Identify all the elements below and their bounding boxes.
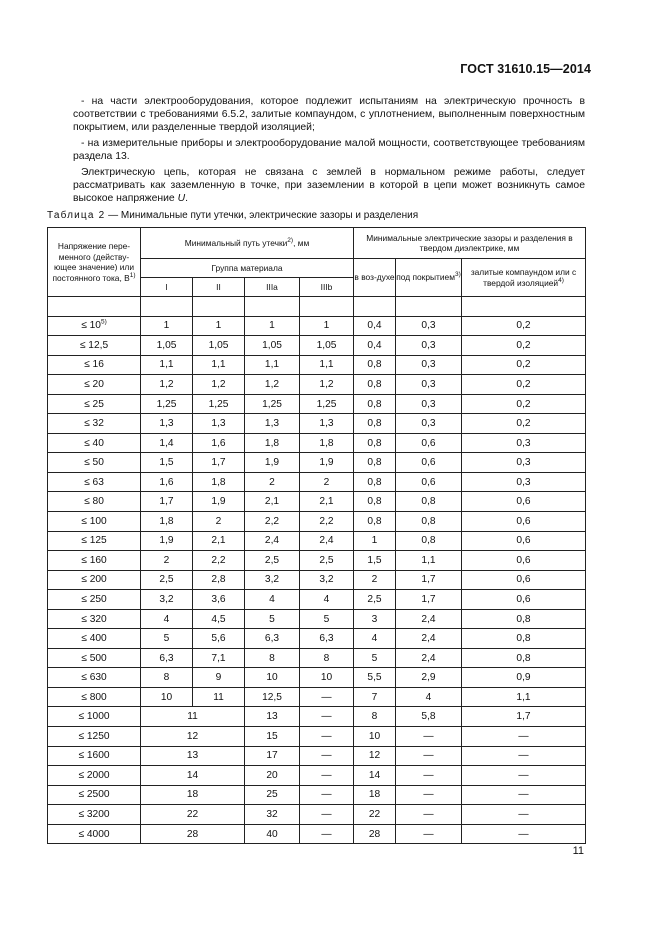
- cell-group-i: 1,2: [141, 375, 193, 395]
- cell-compound: 0,2: [462, 414, 586, 434]
- cell-group-i-ii: 22: [141, 805, 245, 825]
- table-row: [48, 531, 586, 551]
- cell-air: 0,8: [354, 375, 396, 395]
- cell-voltage: ≤ 50: [48, 453, 141, 473]
- cell-voltage: ≤ 320: [48, 609, 141, 629]
- cell-group-i: 1,1: [141, 355, 193, 375]
- cell-group-iiib: 2,1: [300, 492, 354, 512]
- cell-group-iiib: 1,9: [300, 453, 354, 473]
- table-row: [48, 707, 586, 727]
- cell-voltage: ≤ 630: [48, 668, 141, 688]
- cell-group-iiia: 13: [245, 707, 300, 727]
- cell-compound: 0,2: [462, 316, 586, 336]
- cell-compound: 0,3: [462, 433, 586, 453]
- cell-coating: —: [396, 746, 462, 766]
- cell-group-ii: 4,5: [193, 609, 245, 629]
- cell-group-iiia: 1,8: [245, 433, 300, 453]
- cell-group-ii: 1,05: [193, 336, 245, 356]
- cell-group-ii: 2,1: [193, 531, 245, 551]
- cell-group-i: 1,5: [141, 453, 193, 473]
- body-text: [73, 95, 585, 208]
- cell-coating: 0,8: [396, 512, 462, 532]
- cell-group-iiia: 20: [245, 766, 300, 786]
- cell-voltage: ≤ 250: [48, 590, 141, 610]
- cell-coating: 1,1: [396, 551, 462, 571]
- cell-air: 1: [354, 531, 396, 551]
- cell-group-i: 1,6: [141, 472, 193, 492]
- cell-air: 3: [354, 609, 396, 629]
- paragraph: Электрическую цепь, которая не связана с землей в нормальном режиме работы, следует рассматривать как заземленную в точке, при заземлении в которой в цепи может возникнуть самое высокое напряжение U.: [73, 167, 585, 205]
- cell-group-i: 2,5: [141, 570, 193, 590]
- cell-compound: 0,3: [462, 453, 586, 473]
- cell-air: 0,4: [354, 336, 396, 356]
- cell-compound: —: [462, 805, 586, 825]
- cell-group-i-ii: 12: [141, 727, 245, 747]
- table-row: [48, 727, 586, 747]
- cell-coating: —: [396, 805, 462, 825]
- cell-air: 1,5: [354, 551, 396, 571]
- cell-voltage: ≤ 100: [48, 512, 141, 532]
- cell-group-iiia: 8: [245, 648, 300, 668]
- cell-group-iiib: 4: [300, 590, 354, 610]
- cell-group-i: 1: [141, 316, 193, 336]
- cell-group-iiib: 3,2: [300, 570, 354, 590]
- cell-group-i: 1,05: [141, 336, 193, 356]
- cell-voltage: ≤ 1250: [48, 727, 141, 747]
- cell-group-iiib: 1,25: [300, 394, 354, 414]
- cell-air: 0,8: [354, 355, 396, 375]
- table-row: [48, 414, 586, 434]
- cell-compound: 0,6: [462, 551, 586, 571]
- table-row: [48, 590, 586, 610]
- header-creepage: Минимальный путь утечки$^{2)}$, мм: [141, 228, 354, 259]
- cell-group-iiib: —: [300, 707, 354, 727]
- cell-group-iiia: 4: [245, 590, 300, 610]
- cell-group-iiia: 1,1: [245, 355, 300, 375]
- cell-group-iiia: 3,2: [245, 570, 300, 590]
- cell-group-ii: 1,25: [193, 394, 245, 414]
- cell-group-i: 8: [141, 668, 193, 688]
- cell-group-ii: 2: [193, 512, 245, 532]
- header-clearance: Минимальные электрические зазоры и разделения в твердом диэлектрике, мм: [354, 228, 586, 259]
- variable-u: U: [177, 193, 186, 205]
- cell-air: 5: [354, 648, 396, 668]
- cell-compound: 0,6: [462, 531, 586, 551]
- cell-compound: 0,2: [462, 375, 586, 395]
- table-caption: [47, 210, 418, 221]
- cell-coating: 0,3: [396, 414, 462, 434]
- table-row: [48, 551, 586, 571]
- cell-coating: 2,4: [396, 648, 462, 668]
- cell-group-iiia: 1,2: [245, 375, 300, 395]
- cell-compound: 0,6: [462, 590, 586, 610]
- cell-air: 0,8: [354, 433, 396, 453]
- cell-group-ii: 1,3: [193, 414, 245, 434]
- cell-voltage: ≤ 2000: [48, 766, 141, 786]
- cell-voltage: ≤ 125: [48, 531, 141, 551]
- cell-group-i-ii: 28: [141, 824, 245, 844]
- cell-group-ii: 1,1: [193, 355, 245, 375]
- cell-group-i: 6,3: [141, 648, 193, 668]
- cell-group-iiia: 2: [245, 472, 300, 492]
- cell-compound: 0,2: [462, 336, 586, 356]
- table-row: [48, 805, 586, 825]
- table-row: [48, 316, 586, 336]
- cell-compound: 0,3: [462, 472, 586, 492]
- table-row: [48, 336, 586, 356]
- cell-air: 18: [354, 785, 396, 805]
- header-air: в воз-духе: [354, 259, 396, 297]
- cell-group-iiia: 1,9: [245, 453, 300, 473]
- table-row: [48, 355, 586, 375]
- table-row: [48, 824, 586, 844]
- cell-compound: 1,7: [462, 707, 586, 727]
- cell-group-iiia: 15: [245, 727, 300, 747]
- table-row: [48, 746, 586, 766]
- table-row: [48, 512, 586, 532]
- cell-compound: 1,1: [462, 687, 586, 707]
- cell-voltage: ≤ 200: [48, 570, 141, 590]
- document-code: ГОСТ 31610.15—2014: [460, 62, 591, 76]
- cell-group-iiia: 6,3: [245, 629, 300, 649]
- cell-coating: 5,8: [396, 707, 462, 727]
- cell-coating: 2,4: [396, 609, 462, 629]
- cell-group-iiib: —: [300, 727, 354, 747]
- cell-group-iiib: 1,1: [300, 355, 354, 375]
- header-group-ii: II: [193, 278, 245, 297]
- cell-compound: —: [462, 746, 586, 766]
- table-row: [48, 570, 586, 590]
- cell-group-iiia: 1,25: [245, 394, 300, 414]
- cell-group-ii: 2,8: [193, 570, 245, 590]
- cell-coating: 0,3: [396, 316, 462, 336]
- cell-group-ii: 3,6: [193, 590, 245, 610]
- cell-coating: 0,3: [396, 355, 462, 375]
- cell-compound: 0,8: [462, 609, 586, 629]
- cell-group-iiia: 17: [245, 746, 300, 766]
- table-row: [48, 766, 586, 786]
- cell-group-ii: 9: [193, 668, 245, 688]
- cell-group-ii: 2,2: [193, 551, 245, 571]
- cell-group-iiib: —: [300, 746, 354, 766]
- table-row: [48, 433, 586, 453]
- cell-air: 0,4: [354, 316, 396, 336]
- cell-group-i: 1,8: [141, 512, 193, 532]
- table-row: [48, 375, 586, 395]
- cell-group-iiib: —: [300, 805, 354, 825]
- cell-coating: —: [396, 824, 462, 844]
- cell-coating: —: [396, 785, 462, 805]
- cell-group-i-ii: 11: [141, 707, 245, 727]
- cell-voltage: ≤ 16: [48, 355, 141, 375]
- cell-group-iiib: 1,05: [300, 336, 354, 356]
- cell-group-i: 4: [141, 609, 193, 629]
- cell-group-iiib: 2,2: [300, 512, 354, 532]
- cell-air: 0,8: [354, 472, 396, 492]
- header-voltage: Напряжение пере-менного (действу-ющее значение) или постоянного тока, $В^{1)}$: [48, 228, 141, 297]
- cell-coating: 1,7: [396, 570, 462, 590]
- clearance-table: [47, 227, 586, 844]
- cell-group-iiib: 2: [300, 472, 354, 492]
- cell-air: 0,8: [354, 492, 396, 512]
- cell-group-ii: 5,6: [193, 629, 245, 649]
- cell-coating: 0,6: [396, 453, 462, 473]
- cell-group-iiib: 1,8: [300, 433, 354, 453]
- cell-group-iiia: 5: [245, 609, 300, 629]
- cell-group-ii: 1,2: [193, 375, 245, 395]
- cell-group-iiia: 2,1: [245, 492, 300, 512]
- cell-air: 4: [354, 629, 396, 649]
- cell-coating: 0,6: [396, 433, 462, 453]
- table-row: [48, 629, 586, 649]
- cell-coating: 0,8: [396, 531, 462, 551]
- cell-air: 10: [354, 727, 396, 747]
- cell-voltage: ≤ 12,5: [48, 336, 141, 356]
- cell-compound: 0,9: [462, 668, 586, 688]
- cell-group-iiib: 8: [300, 648, 354, 668]
- cell-air: 8: [354, 707, 396, 727]
- cell-group-ii: 1,9: [193, 492, 245, 512]
- cell-coating: 2,4: [396, 629, 462, 649]
- cell-coating: 2,9: [396, 668, 462, 688]
- cell-air: 0,8: [354, 453, 396, 473]
- cell-group-iiia: 10: [245, 668, 300, 688]
- cell-group-i-ii: 14: [141, 766, 245, 786]
- header-compound: залитые компаундом или с твердой изоляцией$^{4)}$: [462, 259, 586, 297]
- cell-group-iiia: 1,3: [245, 414, 300, 434]
- table-row: [48, 453, 586, 473]
- cell-group-iiib: 1,2: [300, 375, 354, 395]
- header-group-i: I: [141, 278, 193, 297]
- cell-coating: —: [396, 766, 462, 786]
- cell-coating: 0,3: [396, 336, 462, 356]
- cell-air: 14: [354, 766, 396, 786]
- cell-group-i: 2: [141, 551, 193, 571]
- table-row: [48, 687, 586, 707]
- table-row: [48, 492, 586, 512]
- cell-group-iiia: 40: [245, 824, 300, 844]
- cell-group-ii: 1: [193, 316, 245, 336]
- page-number: 11: [572, 845, 584, 857]
- cell-voltage: ≤ 1000: [48, 707, 141, 727]
- cell-coating: —: [396, 727, 462, 747]
- cell-air: 7: [354, 687, 396, 707]
- cell-voltage: ≤ 63: [48, 472, 141, 492]
- cell-group-iiia: 2,2: [245, 512, 300, 532]
- cell-group-iiib: 2,5: [300, 551, 354, 571]
- cell-voltage: ≤ 500: [48, 648, 141, 668]
- cell-voltage: ≤ 32: [48, 414, 141, 434]
- cell-group-i: 1,9: [141, 531, 193, 551]
- cell-group-iiia: 25: [245, 785, 300, 805]
- cell-air: 28: [354, 824, 396, 844]
- cell-compound: —: [462, 727, 586, 747]
- cell-voltage: ≤ 1600: [48, 746, 141, 766]
- cell-group-iiia: 12,5: [245, 687, 300, 707]
- cell-group-i: 1,4: [141, 433, 193, 453]
- cell-voltage: ≤ $10^{5)}$: [48, 316, 141, 336]
- table-row: [48, 785, 586, 805]
- cell-group-iiia: 2,5: [245, 551, 300, 571]
- cell-group-iiib: 1,3: [300, 414, 354, 434]
- cell-group-iiia: 1,05: [245, 336, 300, 356]
- cell-compound: 0,8: [462, 629, 586, 649]
- cell-group-iiia: 32: [245, 805, 300, 825]
- cell-compound: 0,2: [462, 355, 586, 375]
- cell-voltage: ≤ 3200: [48, 805, 141, 825]
- cell-compound: 0,8: [462, 648, 586, 668]
- table-spacer: [48, 297, 586, 317]
- cell-group-iiib: 5: [300, 609, 354, 629]
- cell-coating: 4: [396, 687, 462, 707]
- cell-air: 2,5: [354, 590, 396, 610]
- table-row: [48, 668, 586, 688]
- cell-voltage: ≤ 40: [48, 433, 141, 453]
- cell-group-i-ii: 13: [141, 746, 245, 766]
- cell-voltage: ≤ 160: [48, 551, 141, 571]
- table-row: [48, 394, 586, 414]
- cell-compound: —: [462, 824, 586, 844]
- cell-coating: 0,6: [396, 472, 462, 492]
- cell-group-iiib: 2,4: [300, 531, 354, 551]
- cell-group-iiia: 2,4: [245, 531, 300, 551]
- paragraph: - на части электрооборудования, которое подлежит испытаниям на электрическую прочность в соответствии с требованиями 6.5.2, залитые компаундом, с уплотнением, выполненным поверхностным покрытием, или разделенные твердой изоляцией;: [73, 96, 585, 134]
- paragraph: - на измерительные приборы и электрооборудование малой мощности, соответствующее требованиям раздела 13.: [73, 137, 585, 162]
- cell-voltage: ≤ 25: [48, 394, 141, 414]
- header-material-group: Группа материала: [141, 259, 354, 278]
- cell-voltage: ≤ 20: [48, 375, 141, 395]
- cell-compound: —: [462, 785, 586, 805]
- table-label: Таблица 2: [47, 210, 106, 221]
- cell-compound: 0,2: [462, 394, 586, 414]
- cell-air: 0,8: [354, 394, 396, 414]
- cell-coating: 0,3: [396, 394, 462, 414]
- cell-air: 22: [354, 805, 396, 825]
- header-group-iiia: IIIa: [245, 278, 300, 297]
- cell-group-ii: 1,8: [193, 472, 245, 492]
- cell-voltage: ≤ 400: [48, 629, 141, 649]
- cell-air: 12: [354, 746, 396, 766]
- cell-compound: 0,6: [462, 492, 586, 512]
- cell-group-i: 10: [141, 687, 193, 707]
- cell-group-iiib: —: [300, 687, 354, 707]
- cell-group-iiia: 1: [245, 316, 300, 336]
- header-coating: под покрытием$^{3)}$: [396, 259, 462, 297]
- cell-coating: 0,3: [396, 375, 462, 395]
- cell-air: 2: [354, 570, 396, 590]
- cell-voltage: ≤ 80: [48, 492, 141, 512]
- cell-voltage: ≤ 2500: [48, 785, 141, 805]
- header-group-iiib: IIIb: [300, 278, 354, 297]
- table-title: — Минимальные пути утечки, электрические зазоры и разделения: [105, 210, 419, 221]
- cell-voltage: ≤ 4000: [48, 824, 141, 844]
- cell-voltage: ≤ 800: [48, 687, 141, 707]
- cell-air: 0,8: [354, 512, 396, 532]
- table-row: [48, 609, 586, 629]
- cell-group-ii: 11: [193, 687, 245, 707]
- cell-compound: 0,6: [462, 570, 586, 590]
- cell-group-ii: 1,6: [193, 433, 245, 453]
- cell-group-i-ii: 18: [141, 785, 245, 805]
- cell-coating: 0,8: [396, 492, 462, 512]
- cell-group-iiib: —: [300, 785, 354, 805]
- cell-group-iiib: 1: [300, 316, 354, 336]
- cell-group-iiib: —: [300, 824, 354, 844]
- cell-group-ii: 7,1: [193, 648, 245, 668]
- cell-compound: —: [462, 766, 586, 786]
- cell-group-i: 1,7: [141, 492, 193, 512]
- cell-coating: 1,7: [396, 590, 462, 610]
- cell-group-iiib: 10: [300, 668, 354, 688]
- cell-air: 5,5: [354, 668, 396, 688]
- cell-air: 0,8: [354, 414, 396, 434]
- cell-group-i: 1,3: [141, 414, 193, 434]
- cell-group-i: 1,25: [141, 394, 193, 414]
- cell-group-i: 5: [141, 629, 193, 649]
- cell-compound: 0,6: [462, 512, 586, 532]
- cell-group-iiib: 6,3: [300, 629, 354, 649]
- cell-group-ii: 1,7: [193, 453, 245, 473]
- table-row: [48, 472, 586, 492]
- cell-group-iiib: —: [300, 766, 354, 786]
- cell-group-i: 3,2: [141, 590, 193, 610]
- table-row: [48, 648, 586, 668]
